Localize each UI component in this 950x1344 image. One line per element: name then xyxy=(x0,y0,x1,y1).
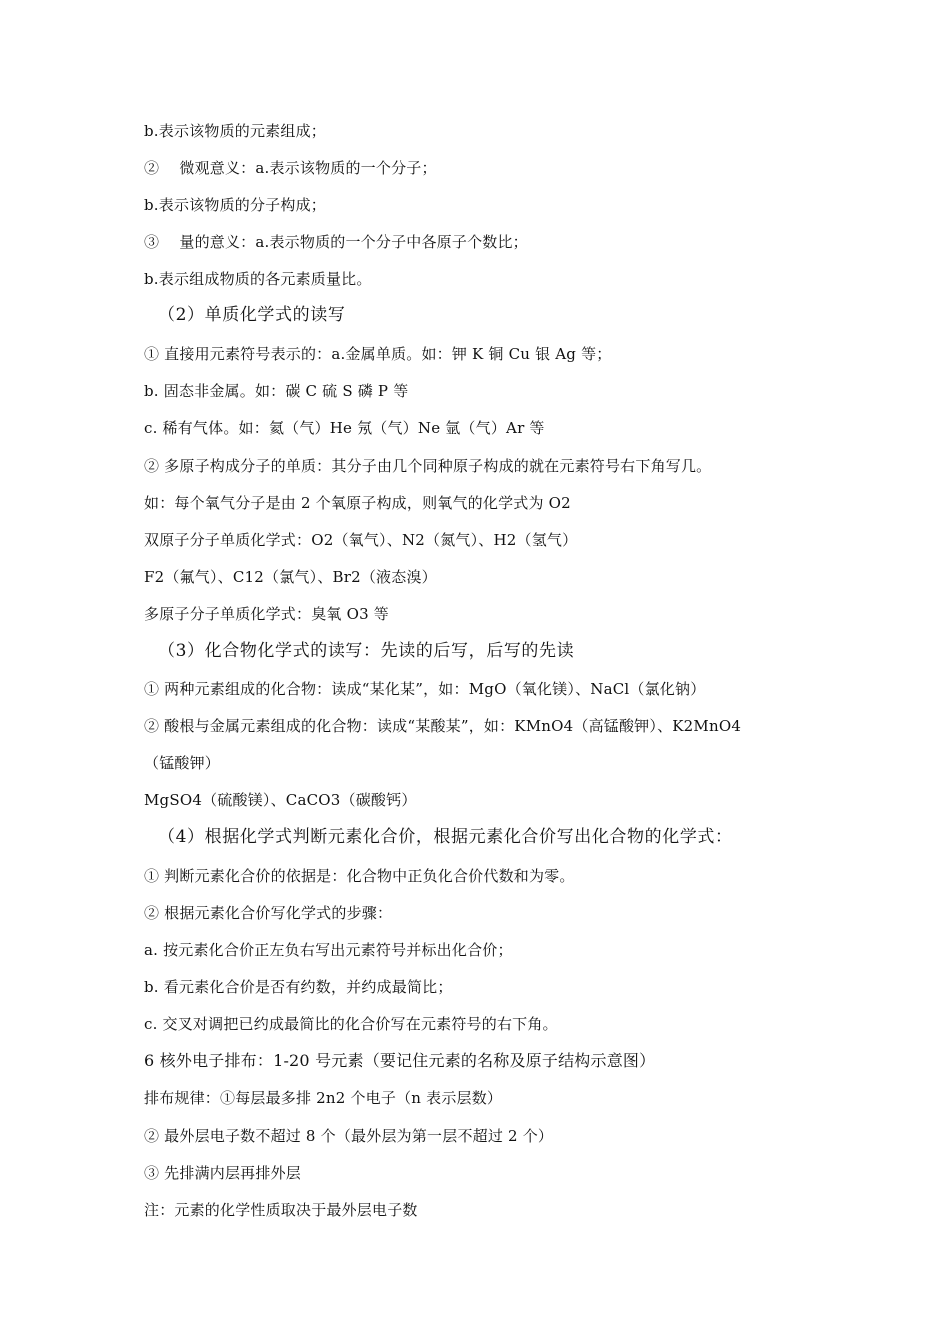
text-line: ③ 先排满内层再排外层 xyxy=(144,1164,301,1182)
text-line: b. 固态非金属。如：碳 C 硫 S 磷 P 等 xyxy=(144,382,409,400)
text-line: b.表示组成物质的各元素质量比。 xyxy=(144,270,372,288)
text-line: ② 根据元素化合价写化学式的步骤： xyxy=(144,904,393,922)
section-heading: （4）根据化学式判断元素化合价，根据元素化合价写出化合物的化学式： xyxy=(158,827,733,847)
text-line: a. 按元素化合价正左负右写出元素符号并标出化合价； xyxy=(144,941,513,959)
text-line: ① 直接用元素符号表示的：a.金属单质。如：钾 K 铜 Cu 银 Ag 等； xyxy=(144,345,612,363)
text-line: 双原子分子单质化学式：O2（氧气）、N2（氮气）、H2（氢气） xyxy=(144,531,578,549)
text-line: b.表示该物质的元素组成； xyxy=(144,122,326,140)
text-line: ① 两种元素组成的化合物：读成“某化某”，如：MgO（氧化镁）、NaCl（氯化钠） xyxy=(144,680,706,698)
section-heading: （3）化合物化学式的读写：先读的后写，后写的先读 xyxy=(158,641,575,661)
text-line: ② 微观意义：a.表示该物质的一个分子； xyxy=(144,159,437,177)
text-line: 多原子分子单质化学式：臭氧 O3 等 xyxy=(144,605,389,623)
text-line: ③ 量的意义：a.表示物质的一个分子中各原子个数比； xyxy=(144,233,528,251)
text-line: b.表示该物质的分子构成； xyxy=(144,196,326,214)
text-line: 如：每个氧气分子是由 2 个氧原子构成，则氧气的化学式为 O2 xyxy=(144,494,571,512)
text-line: ① 判断元素化合价的依据是：化合物中正负化合价代数和为零。 xyxy=(144,867,575,885)
text-line: MgSO4（硫酸镁）、CaCO3（碳酸钙） xyxy=(144,791,417,809)
text-line: 排布规律：①每层最多排 2n2 个电子（n 表示层数） xyxy=(144,1089,503,1107)
text-line: c. 交叉对调把已约成最简比的化合价写在元素符号的右下角。 xyxy=(144,1015,558,1033)
section-heading: 6 核外电子排布：1-20 号元素（要记住元素的名称及原子结构示意图） xyxy=(144,1051,656,1070)
section-heading: （2）单质化学式的读写 xyxy=(158,305,346,325)
text-line: 注：元素的化学性质取决于最外层电子数 xyxy=(144,1201,418,1219)
text-line: c. 稀有气体。如：氦（气）He 氖（气）Ne 氩（气）Ar 等 xyxy=(144,419,545,437)
text-line: （锰酸钾） xyxy=(144,754,221,772)
text-line: ② 多原子构成分子的单质：其分子由几个同种原子构成的就在元素符号右下角写几。 xyxy=(144,457,712,475)
text-line: ② 最外层电子数不超过 8 个（最外层为第一层不超过 2 个） xyxy=(144,1127,554,1145)
text-line: b. 看元素化合价是否有约数，并约成最简比； xyxy=(144,978,453,996)
text-line: F2（氟气）、C12（氯气）、Br2（液态溴） xyxy=(144,568,437,586)
text-line: ② 酸根与金属元素组成的化合物：读成“某酸某”，如：KMnO4（高锰酸钾）、K2MnO4 xyxy=(144,717,742,735)
